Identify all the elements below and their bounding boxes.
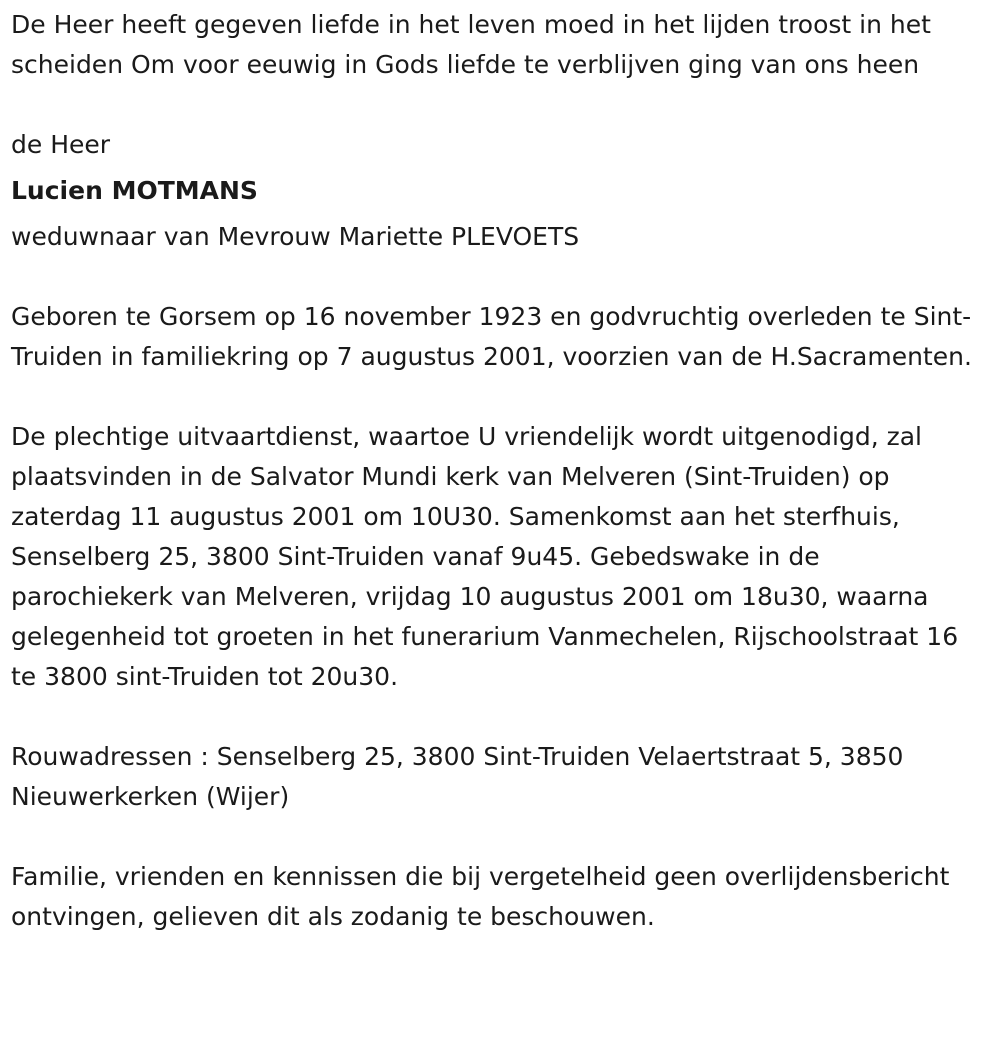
spacer bbox=[11, 377, 986, 417]
salutation: de Heer bbox=[11, 130, 111, 159]
obituary-document bbox=[11, 5, 986, 937]
intro-paragraph: De Heer heeft gegeven liefde in het leven moed in het lijden troost in het scheiden Om voor eeuwig in Gods liefde te verblijven ging van ons heen bbox=[11, 10, 931, 79]
widower-line: weduwnaar van Mevrouw Mariette PLEVOETS bbox=[11, 222, 580, 251]
birth-death-paragraph: Geboren te Gorsem op 16 november 1923 en godvruchtig overleden te Sint-Truiden in familiekring op 7 augustus 2001, voorzien van de H.Sacramenten. bbox=[11, 302, 972, 371]
spacer bbox=[11, 817, 986, 857]
deceased-name: Lucien MOTMANS bbox=[11, 176, 258, 205]
spacer bbox=[11, 85, 986, 125]
mourning-addresses: Rouwadressen : Senselberg 25, 3800 Sint-Truiden Velaertstraat 5, 3850 Nieuwerkerken (Wijer) bbox=[11, 742, 904, 811]
spacer bbox=[11, 257, 986, 297]
funeral-paragraph: De plechtige uitvaartdienst, waartoe U vriendelijk wordt uitgenodigd, zal plaatsvinden in de Salvator Mundi kerk van Melveren (Sint-Truiden) op zaterdag 11 augustus 2001 om 10U30. Samenkomst aan het sterfhuis, Senselberg 25, 3800 Sint-Truiden vanaf 9u45. Gebedswake in de parochiekerk van Melveren, vrijdag 10 augustus 2001 om 18u30, waarna gelegenheid tot groeten in het funerarium Vanmechelen, Rijschoolstraat 16 te 3800 sint-Truiden tot 20u30. bbox=[11, 422, 959, 691]
closing-paragraph: Familie, vrienden en kennissen die bij vergetelheid geen overlijdensbericht ontvingen, gelieven dit als zodanig te beschouwen. bbox=[11, 862, 950, 931]
spacer bbox=[11, 697, 986, 737]
